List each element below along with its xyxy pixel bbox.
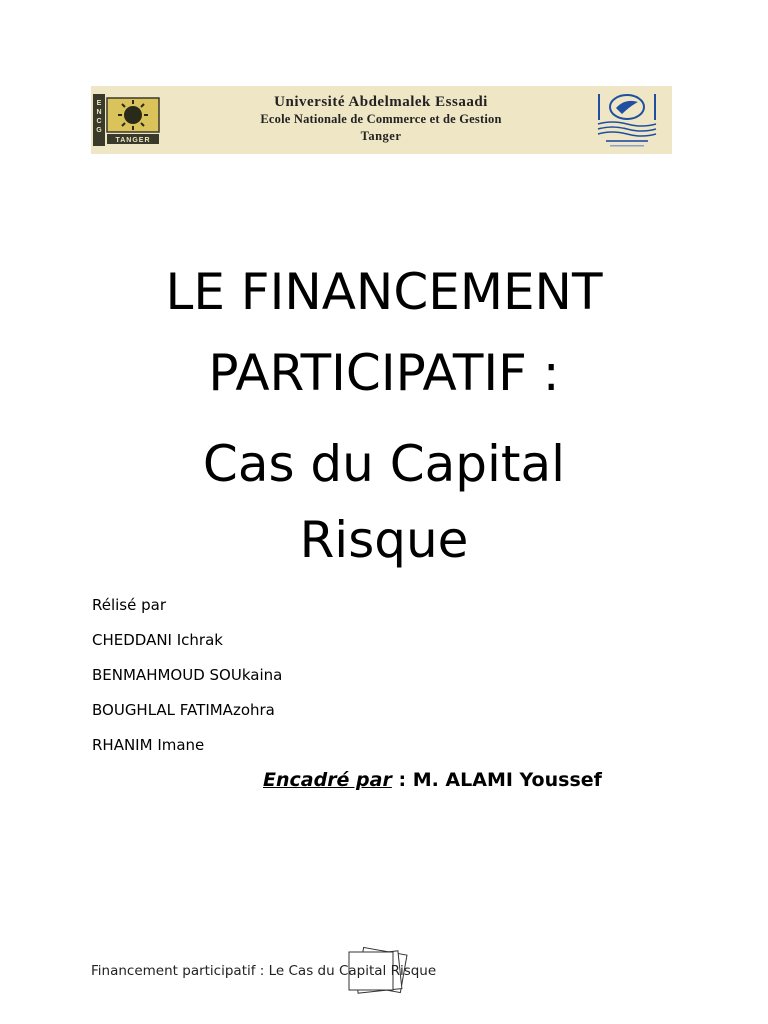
title-line-1: LE FINANCEMENT: [165, 263, 603, 321]
university-logo-icon: [592, 90, 662, 150]
author-name: BENMAHMOUD SOUkaina: [92, 666, 283, 684]
svg-text:TANGER: TANGER: [115, 137, 151, 144]
footer-text: Financement participatif : Le Cas du Capital Risque: [91, 963, 437, 979]
author-name: BOUGHLAL FATIMAzohra: [92, 701, 275, 719]
title-line-2: PARTICIPATIF :: [208, 344, 560, 402]
svg-text:C: C: [96, 118, 102, 125]
supervisor-label: Encadré par: [263, 769, 392, 791]
university-name: Université Abdelmalek Essaadi: [274, 94, 488, 110]
city-name: Tanger: [360, 129, 402, 143]
svg-text:N: N: [96, 109, 102, 116]
header-banner: [91, 86, 672, 154]
banner-institution-name: [175, 94, 587, 145]
title-line-4: Risque: [299, 511, 469, 569]
supervisor-line: [263, 769, 602, 791]
author-name: CHEDDANI Ichrak: [92, 631, 223, 649]
supervisor-name: M. ALAMI Youssef: [412, 769, 602, 791]
authors-block: [92, 594, 282, 769]
svg-text:E: E: [96, 100, 102, 107]
svg-text:G: G: [96, 127, 102, 134]
author-name: RHANIM Imane: [92, 736, 205, 754]
school-name: Ecole Nationale de Commerce et de Gestion: [260, 112, 502, 126]
encg-sun-logo-icon: [91, 92, 163, 148]
authors-label: Rélisé par: [92, 596, 167, 614]
title-line-3: Cas du Capital: [202, 435, 566, 493]
supervisor-separator: :: [391, 769, 413, 791]
